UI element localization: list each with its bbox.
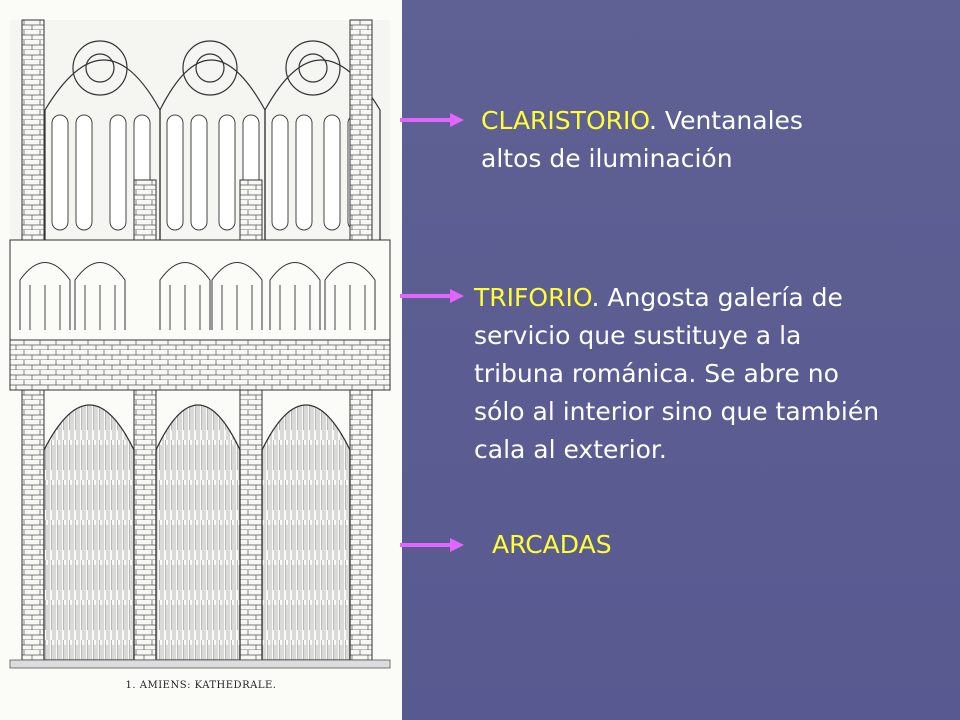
triforio-text-line1: . Angosta galería de (591, 283, 843, 312)
triforio-text-line2: servicio que sustituye a la (474, 321, 802, 350)
triforio-text-line5: cala al exterior. (474, 435, 667, 464)
arrow-arcadas-icon (398, 535, 468, 555)
triforio-keyword: TRIFORIO (474, 283, 592, 312)
triforio-text-line4: sólo al interior sino que también (474, 397, 880, 426)
triforio-label (474, 279, 954, 469)
figure-caption: 1. AMIENS: KATHEDRALE. (125, 680, 277, 691)
arrow-triforio-icon (398, 286, 468, 306)
claristorio-keyword: CLARISTORIO (481, 106, 650, 135)
claristorio-label (481, 102, 921, 178)
arrow-claristorio-icon (398, 110, 468, 130)
claristorio-text-line2: altos de iluminación (481, 144, 733, 173)
claristorio-text-line1: . Ventanales (649, 106, 803, 135)
cathedral-elevation-drawing (0, 0, 402, 720)
amiens-nave-elevation-illustration (0, 0, 402, 720)
triforio-text-line3: tribuna románica. Se abre no (474, 359, 839, 388)
arcadas-label (492, 526, 792, 564)
arcadas-keyword: ARCADAS (492, 530, 612, 559)
